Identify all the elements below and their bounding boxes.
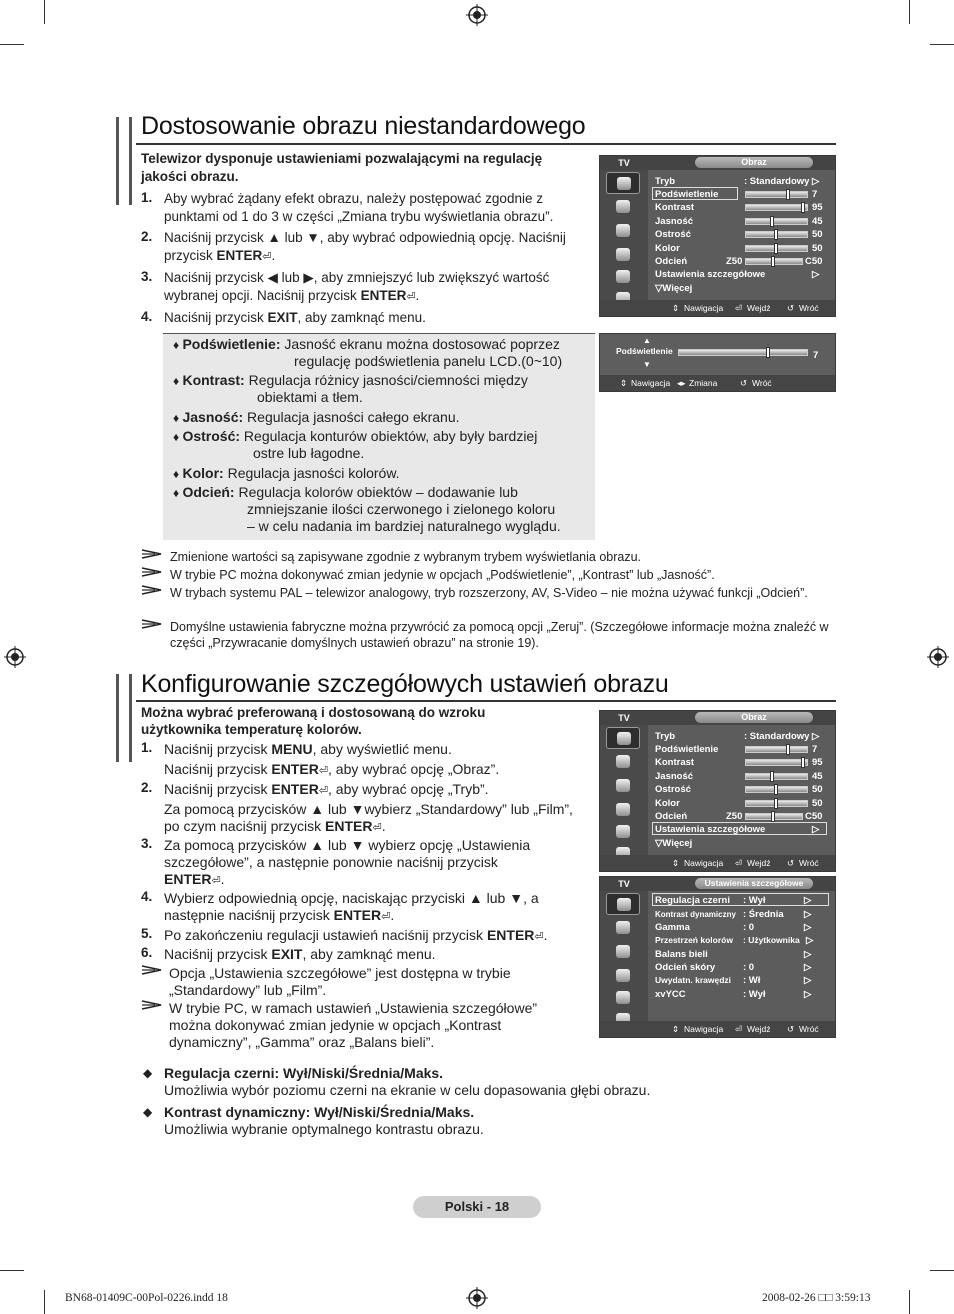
step-number: 2. — [141, 229, 153, 244]
osd-slider — [745, 773, 808, 780]
slider-knob — [770, 216, 774, 227]
osd-footer-change: Zmiana — [689, 378, 718, 388]
osd-row-label: Jasność — [655, 216, 694, 227]
note-arrow-icon — [141, 566, 163, 578]
slider-knob — [771, 256, 775, 267]
return-icon: ↺ — [787, 858, 795, 868]
step-text: Naciśnij przycisk EXIT, aby zamknąć menu. — [164, 946, 436, 962]
osd-picture-menu-2 — [599, 710, 836, 872]
down-arrow-icon: ▼ — [643, 360, 651, 369]
info-item: ♦ Kontrast: Regulacja różnicy jasności/ciemności między — [173, 372, 528, 388]
enter-icon: ⏎ — [735, 1024, 743, 1034]
note-text: można dokonywać zmian jedynie w opcjach „Kontrast — [169, 1017, 502, 1033]
step-text: Naciśnij przycisk ▲ lub ▼, aby wybrać odpowiednią opcję. Naciśnij przycisk ENTER⏎. — [164, 230, 566, 263]
osd-row-value: : Użytkownika — [743, 935, 800, 945]
osd-row-label: Tryb — [655, 731, 676, 742]
info-item: ♦ Odcień: Regulacja kolorów obiektów – dodawanie lub — [173, 484, 518, 500]
section-bar — [116, 674, 132, 762]
channel-icon — [606, 775, 640, 797]
osd-footer-back: Wróć — [752, 378, 772, 388]
step-text: Aby wybrać żądany efekt obrazu, należy postępować zgodnie z punktami od 1 do 3 w części „Zmiana trybu wyświetlania obrazu”. — [164, 191, 554, 224]
section-intro: Telewizor dysponuje ustawieniami pozwalającymi na regulację jakości obrazu. — [141, 151, 543, 184]
input-icon — [606, 821, 640, 843]
section-rule — [136, 143, 836, 145]
osd-row-label: ▽Więcej — [655, 838, 693, 849]
osd-row-value: C50 — [805, 811, 823, 822]
osd-row-label: Jasność — [655, 771, 694, 782]
osd-arrow-icon: ▷ — [812, 731, 820, 742]
step-text: Naciśnij przycisk MENU, aby wyświetlić menu. — [164, 741, 452, 757]
osd-row-value: 50 — [812, 229, 823, 240]
bullet-diamond-icon: ◆ — [143, 1066, 153, 1080]
note-text: dynamiczny”, „Gamma” oraz „Balans bieli”. — [169, 1034, 435, 1050]
osd-row-value: 50 — [812, 243, 823, 254]
osd-slider — [745, 204, 808, 211]
osd-footer — [600, 300, 835, 316]
print-file-info: BN68-01409C-00Pol-0226.indd 18 — [65, 1292, 228, 1304]
osd-row-value: : Wył — [743, 895, 766, 906]
osd-row-value: C50 — [805, 256, 823, 267]
osd-footer — [600, 375, 835, 391]
step-number: 1. — [141, 190, 153, 205]
osd-row-label: Odcień — [655, 256, 688, 267]
info-item: ♦ Jasność: Regulacja jasności całego ekranu. — [173, 409, 460, 425]
osd-row-value: 7 — [812, 744, 818, 755]
nav-icon: ⇕ — [620, 378, 628, 388]
info-item-cont: obiektami a tłem. — [257, 389, 363, 405]
osd-row-label: ▽Więcej — [655, 283, 693, 294]
osd-arrow-icon: ▷ — [804, 949, 812, 960]
enter-icon: ⏎ — [381, 911, 391, 923]
osd-footer-enter: Wejdź — [747, 1024, 771, 1034]
slider-knob — [766, 347, 770, 358]
exit-key: EXIT — [267, 310, 298, 325]
note-text: W trybach systemu PAL – telewizor analogowy, tryb rozszerzony, AV, S-Video – nie można używać funkcji „Odcień”. — [170, 586, 808, 600]
osd-row-label: Podświetlenie — [655, 189, 719, 200]
step-text: Naciśnij przycisk ENTER⏎, aby wybrać opcję „Obraz”. — [164, 761, 500, 777]
osd-row-label: Regulacja czerni — [655, 895, 730, 906]
info-item: ♦ Ostrość: Regulacja konturów obiektów, aby były bardziej — [173, 428, 538, 444]
osd-row-value: 95 — [812, 757, 823, 768]
info-item: ♦ Podświetlenie: Jasność ekranu można dostosować poprzez — [173, 336, 560, 352]
osd-arrow-icon: ▷ — [806, 935, 814, 946]
note-text: Domyślne ustawienia fabryczne można przywrócić za pomocą opcji „Zeruj”. (Szczegółowe informacje można znaleźć w części „Przywracanie domyślnych ustawień obrazu” na stronie 19). — [170, 620, 829, 650]
slider-knob — [774, 243, 778, 254]
menu-key: MENU — [271, 741, 313, 757]
slider-knob — [771, 811, 775, 822]
osd-slider — [745, 786, 808, 793]
osd-slider — [745, 800, 808, 807]
osd-header: Obraz — [695, 712, 813, 723]
osd-row-label: Podświetlenie — [655, 744, 719, 755]
osd-slider — [745, 231, 808, 238]
osd-header: Obraz — [695, 157, 813, 168]
nav-icon: ⇕ — [672, 1024, 680, 1034]
step-text: Za pomocą przycisków ▲ lub ▼wybierz „Standardowy” lub „Film”, — [164, 801, 573, 817]
osd-slider — [745, 218, 808, 225]
osd-row-label: Ostrość — [655, 784, 691, 795]
enter-key: ENTER — [271, 761, 319, 777]
registration-mark-icon — [4, 646, 26, 668]
osd-row-value: : Wł — [743, 975, 761, 986]
osd-arrow-icon: ▷ — [812, 176, 820, 187]
slider-knob — [801, 202, 805, 213]
setup-icon — [606, 244, 640, 266]
info-item: ♦ Kolor: Regulacja jasności kolorów. — [173, 465, 400, 481]
enter-key: ENTER — [325, 818, 373, 834]
osd-row-value: Z50 — [726, 256, 743, 267]
osd-arrow-icon: ▷ — [804, 975, 812, 986]
osd-arrow-icon: ▷ — [812, 269, 820, 280]
osd-row-label: Tryb — [655, 176, 676, 187]
osd-row-label: Gamma — [655, 922, 690, 933]
enter-key: ENTER — [164, 871, 212, 887]
osd-row-label: Kontrast dynamiczny — [655, 910, 736, 919]
sound-icon — [606, 751, 640, 773]
note-text: Opcja „Ustawienia szczegółowe” jest dostępna w trybie — [169, 965, 511, 981]
crop-mark — [930, 1270, 954, 1271]
bullet-title: Kontrast dynamiczny: Wył/Niski/Średnia/Maks. — [164, 1104, 475, 1120]
slider-knob — [786, 744, 790, 755]
slider-knob — [801, 757, 805, 768]
enter-icon: ⏎ — [262, 251, 272, 263]
registration-mark-icon — [927, 646, 949, 668]
osd-slider — [678, 349, 808, 356]
section-title: Dostosowanie obrazu niestandardowego — [141, 112, 586, 140]
step-number: 3. — [141, 836, 153, 851]
step-number: 3. — [141, 269, 153, 284]
crop-mark — [909, 0, 910, 24]
step-number: 1. — [141, 740, 153, 755]
return-icon: ↺ — [787, 303, 795, 313]
step-text: Naciśnij przycisk ENTER⏎, aby wybrać opcję „Tryb”. — [164, 781, 489, 797]
osd-row-label: Balans bieli — [655, 949, 708, 960]
enter-key: ENTER — [486, 927, 535, 943]
channel-icon — [606, 941, 640, 963]
osd-row-label: Przestrzeń kolorów — [655, 935, 733, 945]
crop-mark — [930, 44, 954, 45]
note-arrow-icon — [141, 618, 163, 630]
osd-row-label: Kontrast — [655, 757, 695, 768]
bullet-desc: Umożliwia wybranie optymalnego kontrastu obrazu. — [164, 1121, 484, 1137]
crop-mark — [0, 44, 24, 45]
nav-icon: ⇕ — [672, 858, 680, 868]
step-number: 5. — [141, 926, 153, 941]
osd-footer-nav: Nawigacja — [684, 1024, 724, 1034]
step-text: po czym naciśnij przycisk ENTER⏎. — [164, 818, 386, 834]
up-arrow-icon: ▲ — [643, 336, 651, 345]
osd-row-value: 7 — [812, 189, 818, 200]
step-text: Za pomocą przycisków ▲ lub ▼ wybierz opcję „Ustawienia — [164, 837, 531, 853]
enter-icon: ⏎ — [735, 303, 743, 313]
section-title: Konfigurowanie szczegółowych ustawień obrazu — [141, 670, 669, 698]
sound-icon — [606, 196, 640, 218]
crop-mark — [44, 0, 45, 24]
crop-mark — [44, 1290, 45, 1314]
return-icon: ↺ — [787, 1024, 795, 1034]
step-number: 6. — [141, 945, 153, 960]
osd-row-label: Ustawienia szczegółowe — [655, 269, 766, 280]
osd-row-value: 45 — [812, 216, 823, 227]
osd-footer-back: Wróć — [799, 858, 819, 868]
enter-icon: ⏎ — [211, 875, 221, 887]
slider-knob — [770, 771, 774, 782]
picture-icon — [606, 893, 640, 915]
input-icon — [606, 266, 640, 288]
osd-footer-nav: Nawigacja — [684, 858, 724, 868]
osd-arrow-icon: ▷ — [804, 922, 812, 933]
osd-row-value: : Wył — [743, 989, 766, 1000]
note-arrow-icon — [141, 584, 163, 596]
osd-backlight-slider — [599, 333, 836, 392]
enter-icon: ⏎ — [735, 858, 743, 868]
osd-row-label: Kolor — [655, 798, 680, 809]
step-text: Wybierz odpowiednią opcję, naciskając przyciski ▲ lub ▼, a — [164, 890, 539, 906]
osd-slider — [745, 746, 808, 753]
osd-footer-enter: Wejdź — [747, 858, 771, 868]
osd-row-value: 50 — [812, 784, 823, 795]
osd-footer-nav: Nawigacja — [684, 303, 724, 313]
osd-arrow-icon: ▷ — [804, 989, 812, 1000]
slider-knob — [786, 189, 790, 200]
step-text: Po zakończeniu regulacji ustawień naciśnij przycisk ENTER⏎. — [164, 927, 548, 943]
enter-key: ENTER — [271, 781, 319, 797]
osd-row-value: Z50 — [726, 811, 743, 822]
section-intro: Można wybrać preferowaną i dostosowaną do wzroku użytkownika temperaturę kolorów. — [141, 705, 486, 737]
section-rule — [136, 700, 836, 702]
osd-slider — [745, 258, 803, 265]
osd-slider — [745, 759, 808, 766]
osd-footer-back: Wróć — [799, 1024, 819, 1034]
note-arrow-icon — [141, 964, 163, 976]
osd-slider — [745, 191, 808, 198]
step-number: 4. — [141, 889, 153, 904]
osd-footer-enter: Wejdź — [747, 303, 771, 313]
osd-row-value: : Standardowy — [744, 731, 810, 742]
osd-arrow-icon: ▷ — [804, 895, 812, 906]
info-box — [163, 333, 595, 540]
osd-row-label: Odcień skóry — [655, 962, 716, 973]
osd-tv-label: TV — [618, 713, 630, 723]
note-arrow-icon — [141, 548, 163, 560]
osd-slider — [745, 245, 808, 252]
section-bar — [116, 117, 132, 205]
registration-mark-icon — [466, 1287, 488, 1309]
osd-row-value: 45 — [812, 771, 823, 782]
nav-icon: ⇕ — [672, 303, 680, 313]
input-icon — [606, 987, 640, 1009]
enter-icon: ⏎ — [534, 931, 544, 943]
setup-icon — [606, 965, 640, 987]
enter-key: ENTER — [216, 248, 263, 263]
step-text: ENTER⏎. — [164, 871, 225, 887]
osd-arrow-icon: ▷ — [804, 962, 812, 973]
step-number: 4. — [141, 309, 153, 324]
osd-picture-menu — [599, 155, 836, 317]
info-item-cont: regulację podświetlenia panelu LCD.(0~10) — [294, 353, 563, 369]
info-item-cont: – w celu nadania im bardziej naturalnego wyglądu. — [247, 518, 561, 534]
enter-icon: ⏎ — [372, 822, 382, 834]
osd-slider — [745, 813, 803, 820]
osd-footer — [600, 1021, 835, 1037]
return-icon: ↺ — [740, 378, 748, 388]
note-arrow-icon — [141, 999, 163, 1011]
osd-row-label: Podświetlenie — [616, 346, 673, 356]
osd-row-value: 95 — [812, 202, 823, 213]
osd-row-label: Odcień — [655, 811, 688, 822]
osd-footer-back: Wróć — [799, 303, 819, 313]
sound-icon — [606, 917, 640, 939]
note-text: „Standardowy” lub „Film”. — [169, 982, 327, 998]
channel-icon — [606, 220, 640, 242]
osd-arrow-icon: ▷ — [804, 909, 812, 920]
osd-row-value: : Średnia — [743, 909, 784, 920]
step-text: następnie naciśnij przycisk ENTER⏎. — [164, 907, 395, 923]
lr-arrow-icon: ◂▸ — [677, 378, 686, 388]
note-text: Zmienione wartości są zapisywane zgodnie z wybranym trybem wyświetlania obrazu. — [170, 550, 642, 564]
note-text: W trybie PC można dokonywać zmian jedynie w opcjach „Podświetlenie”, „Kontrast” lub „Jasność”. — [170, 568, 715, 582]
step-text: Naciśnij przycisk EXIT, aby zamknąć menu. — [164, 310, 426, 325]
step-number: 2. — [141, 780, 153, 795]
osd-detail-menu — [599, 876, 836, 1038]
crop-mark — [909, 1290, 910, 1314]
info-item-cont: ostre lub łagodne. — [253, 445, 365, 461]
print-date-info: 2008-02-26 □□ 3:59:13 — [762, 1292, 871, 1304]
note-text: W trybie PC, w ramach ustawień „Ustawienia szczegółowe” — [169, 1000, 538, 1016]
registration-mark-icon — [466, 4, 488, 26]
osd-row-value: : Standardowy — [744, 176, 810, 187]
bullet-title: Regulacja czerni: Wył/Niski/Średnia/Maks. — [164, 1065, 444, 1081]
enter-icon: ⏎ — [318, 765, 329, 777]
osd-footer-nav: Nawigacja — [631, 378, 671, 388]
page-number: Polski - 18 — [413, 1196, 541, 1218]
osd-row-label: Ostrość — [655, 229, 691, 240]
picture-icon — [606, 172, 640, 194]
exit-key: EXIT — [271, 946, 303, 962]
osd-tv-label: TV — [618, 879, 630, 889]
osd-header: Ustawienia szczegółowe — [695, 878, 813, 889]
setup-icon — [606, 799, 640, 821]
step-text: szczegółowe”, a następnie ponownie naciśnij przycisk — [164, 854, 498, 870]
osd-tv-label: TV — [618, 158, 630, 168]
osd-row-label: Kolor — [655, 243, 680, 254]
step-text: Naciśnij przycisk ◀ lub ▶, aby zmniejszyć lub zwiększyć wartość wybranej opcji. Naciśnij przycisk ENTER⏎. — [164, 270, 550, 303]
osd-footer — [600, 855, 835, 871]
enter-key: ENTER — [360, 288, 407, 303]
osd-row-value: 7 — [813, 350, 819, 361]
osd-row-label: Uwydatn. krawędzi — [655, 975, 732, 985]
enter-key: ENTER — [333, 907, 382, 923]
osd-row-label: Ustawienia szczegółowe — [655, 824, 766, 835]
crop-mark — [0, 1270, 24, 1271]
bullet-diamond-icon: ◆ — [143, 1105, 153, 1119]
osd-arrow-icon: ▷ — [812, 824, 820, 835]
bullet-desc: Umożliwia wybór poziomu czerni na ekranie w celu dopasowania głębi obrazu. — [164, 1082, 651, 1098]
osd-row-value: : 0 — [743, 922, 755, 933]
picture-icon — [606, 727, 640, 749]
slider-knob — [774, 798, 778, 809]
enter-icon: ⏎ — [406, 291, 416, 303]
osd-row-value: : 0 — [743, 962, 755, 973]
slider-knob — [774, 784, 778, 795]
info-item-cont: zmniejszanie ilości czerwonego i zielonego koloru — [247, 501, 556, 517]
osd-row-label: Kontrast — [655, 202, 695, 213]
osd-row-value: 50 — [812, 798, 823, 809]
enter-icon: ⏎ — [318, 785, 329, 797]
slider-knob — [774, 229, 778, 240]
osd-row-label: xvYCC — [655, 989, 686, 1000]
